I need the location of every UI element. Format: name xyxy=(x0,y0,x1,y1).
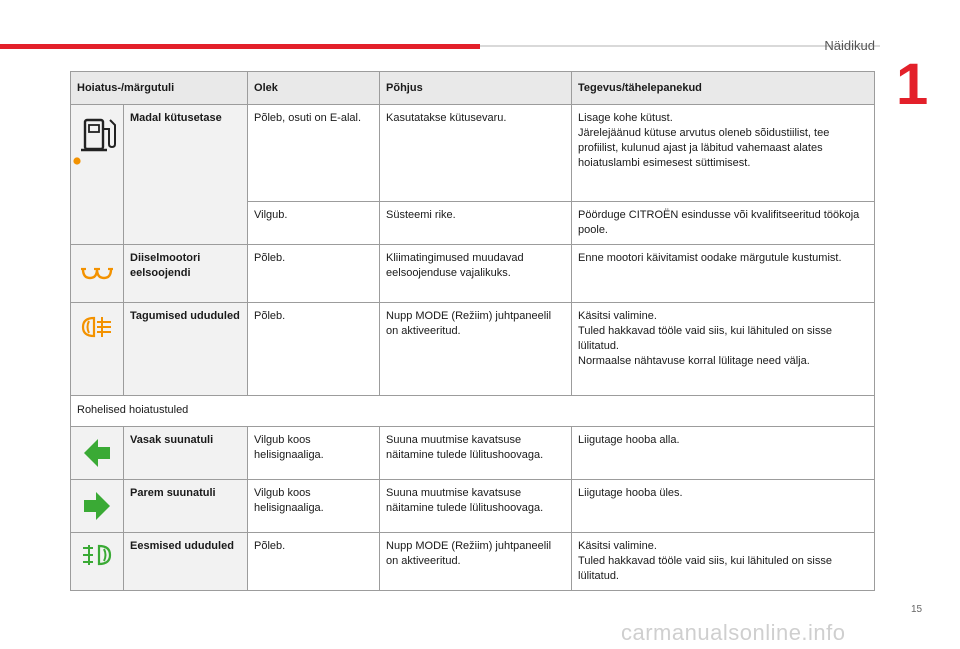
diesel-action: Enne mootori käivitamist oodake märgutule kustumist. xyxy=(572,245,875,303)
right-turn-cause: Suuna muutmise kavatsuse näitamine tulede lülitushoovaga. xyxy=(380,480,572,533)
left-arrow-icon xyxy=(83,437,111,469)
left-turn-lamp-name: Vasak suunatuli xyxy=(124,427,248,480)
diesel-cause: Kliimatingimused muudavad eelsoojenduse vajalikuks. xyxy=(380,245,572,303)
left-turn-state: Vilgub koos helisignaaliga. xyxy=(248,427,380,480)
glow-plug-icon xyxy=(80,263,114,285)
fuel-cause-1: Kasutatakse kütusevaru. xyxy=(380,105,572,202)
fuel-cause-2: Süsteemi rike. xyxy=(380,202,572,245)
table-row xyxy=(71,303,875,396)
col-header-action: Tegevus/tähelepanekud xyxy=(572,72,875,105)
col-header-lamp: Hoiatus-/märgutuli xyxy=(71,72,248,105)
rear-fog-lamp-name: Tagumised ududuled xyxy=(124,303,248,396)
watermark: carmanualsonline.info xyxy=(621,620,846,645)
page-number: 15 xyxy=(911,604,923,615)
header-red-bar xyxy=(0,44,480,49)
table-row xyxy=(71,245,875,303)
rear-fog-action: Käsitsi valimine. Tuled hakkavad tööle vaid siis, kui lähituled on sisse lülitatud. Normaalse nähtavuse korral lülitage need välja. xyxy=(572,303,875,396)
right-turn-lamp-name: Parem suunatuli xyxy=(124,480,248,533)
right-turn-icon-cell xyxy=(71,480,124,533)
rear-fog-state: Põleb. xyxy=(248,303,380,396)
left-turn-icon-cell xyxy=(71,427,124,480)
warning-lamps-table xyxy=(70,71,875,591)
section-green-title: Rohelised hoiatustuled xyxy=(71,396,875,427)
diesel-state: Põleb. xyxy=(248,245,380,303)
fuel-lamp-name: Madal kütusetase xyxy=(124,105,248,245)
left-turn-action: Liigutage hooba alla. xyxy=(572,427,875,480)
fuel-state-2: Vilgub. xyxy=(248,202,380,245)
table-row xyxy=(71,533,875,591)
right-arrow-icon xyxy=(83,490,111,522)
fuel-action-2: Pöörduge CITROËN esindusse või kvalifitseeritud töökoja poole. xyxy=(572,202,875,245)
rear-fog-cause: Nupp MODE (Režiim) juhtpaneelil on aktiveeritud. xyxy=(380,303,572,396)
section-row xyxy=(71,396,875,427)
front-fog-icon-cell xyxy=(71,533,124,591)
fuel-pump-icon xyxy=(71,113,123,169)
table-row xyxy=(71,480,875,533)
front-fog-light-icon xyxy=(81,543,113,567)
chapter-number: 1 xyxy=(896,52,929,117)
front-fog-lamp-name: Eesmised ududuled xyxy=(124,533,248,591)
table-row xyxy=(71,427,875,480)
right-turn-state: Vilgub koos helisignaaliga. xyxy=(248,480,380,533)
diesel-icon-cell xyxy=(71,245,124,303)
chapter-title: Näidikud xyxy=(824,38,875,53)
fuel-icon-cell xyxy=(71,105,124,245)
right-turn-action: Liigutage hooba üles. xyxy=(572,480,875,533)
fuel-action-1: Lisage kohe kütust. Järelejäänud kütuse arvutus oleneb sõidustiilist, tee profiilist, kulunud ajast ja läbitud vahemaast alates hoiatuslambi esimesest süttimisest. xyxy=(572,105,875,202)
table-row xyxy=(71,105,875,202)
col-header-cause: Põhjus xyxy=(380,72,572,105)
left-turn-cause: Suuna muutmise kavatsuse näitamine tulede lülitushoovaga. xyxy=(380,427,572,480)
front-fog-cause: Nupp MODE (Režiim) juhtpaneelil on aktiveeritud. xyxy=(380,533,572,591)
diesel-lamp-name: Diiselmootori eelsoojendi xyxy=(124,245,248,303)
rear-fog-light-icon xyxy=(80,315,114,339)
front-fog-state: Põleb. xyxy=(248,533,380,591)
fuel-state-1: Põleb, osuti on E-alal. xyxy=(248,105,380,202)
front-fog-action: Käsitsi valimine. Tuled hakkavad tööle vaid siis, kui lähituled on sisse lülitatud. xyxy=(572,533,875,591)
table-header-row xyxy=(71,72,875,105)
header-grey-rule xyxy=(480,45,880,47)
rear-fog-icon-cell xyxy=(71,303,124,396)
col-header-state: Olek xyxy=(248,72,380,105)
